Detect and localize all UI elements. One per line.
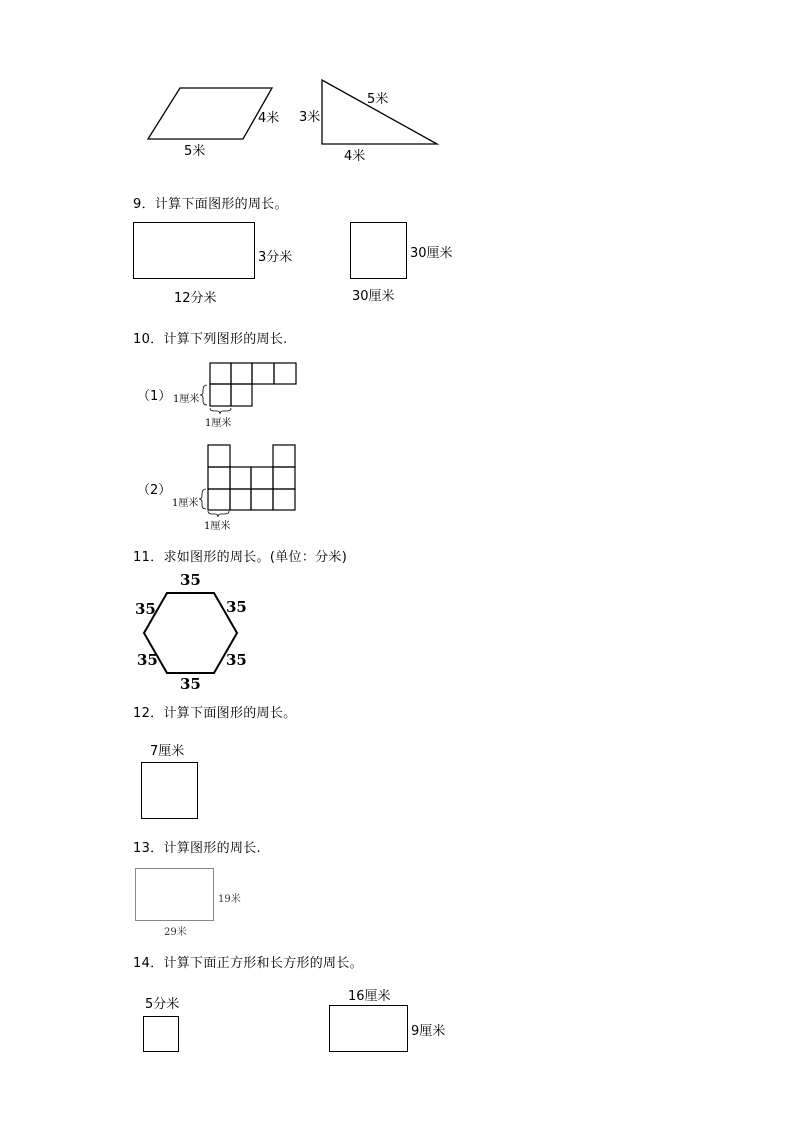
q9-square-bottom-label: 30厘米 xyxy=(352,289,395,304)
q10-fig2-horizontal-unit-label: 1厘米 xyxy=(204,521,231,532)
q11-side-bottom-left-label: 35 xyxy=(137,651,158,669)
q10-fig1-vertical-unit-label: 1厘米 xyxy=(173,394,200,405)
question-10-title: 10．计算下列图形的周长. xyxy=(133,332,288,347)
q10-fig1-horizontal-unit-label: 1厘米 xyxy=(205,418,232,429)
question-9-title: 9．计算下面图形的周长。 xyxy=(133,197,288,212)
q13-height-label: 19米 xyxy=(218,894,241,905)
q10-fig2-tag: （2） xyxy=(137,483,172,498)
q12-square-side-label: 7厘米 xyxy=(150,744,185,759)
q14-rect-height-label: 9厘米 xyxy=(411,1024,446,1039)
q9-rect-height-label: 3分米 xyxy=(258,250,293,265)
parallelogram-side-label: 4米 xyxy=(258,111,280,126)
question-13-title: 13．计算图形的周长. xyxy=(133,841,261,856)
q9-rect-width-label: 12分米 xyxy=(174,291,217,306)
q11-side-top-right-label: 35 xyxy=(226,598,247,616)
q10-fig2-vertical-unit-label: 1厘米 xyxy=(172,498,199,509)
triangle-base-label: 4米 xyxy=(344,149,366,164)
q9-square-right-label: 30厘米 xyxy=(410,246,453,261)
q12-square xyxy=(141,762,198,819)
q11-side-bottom-right-label: 35 xyxy=(226,651,247,669)
q14-rect-width-label: 16厘米 xyxy=(348,989,391,1004)
triangle-height-label: 3米 xyxy=(299,110,321,125)
q13-rectangle xyxy=(135,868,214,921)
q14-square-side-label: 5分米 xyxy=(145,997,180,1012)
q11-side-top-label: 35 xyxy=(180,571,201,589)
triangle-hypotenuse-label: 5米 xyxy=(367,92,389,107)
q13-width-label: 29米 xyxy=(164,927,187,938)
q14-rectangle xyxy=(329,1005,408,1052)
q14-square xyxy=(143,1016,179,1052)
q11-side-top-left-label: 35 xyxy=(135,600,156,618)
question-12-title: 12．计算下面图形的周长。 xyxy=(133,706,297,721)
question-14-title: 14．计算下面正方形和长方形的周长。 xyxy=(133,956,363,971)
q11-side-bottom-label: 35 xyxy=(180,675,201,693)
q10-fig1-tag: （1） xyxy=(137,389,172,404)
question-11-title: 11．求如图形的周长。(单位：分米) xyxy=(133,550,348,565)
parallelogram-base-label: 5米 xyxy=(184,144,206,159)
